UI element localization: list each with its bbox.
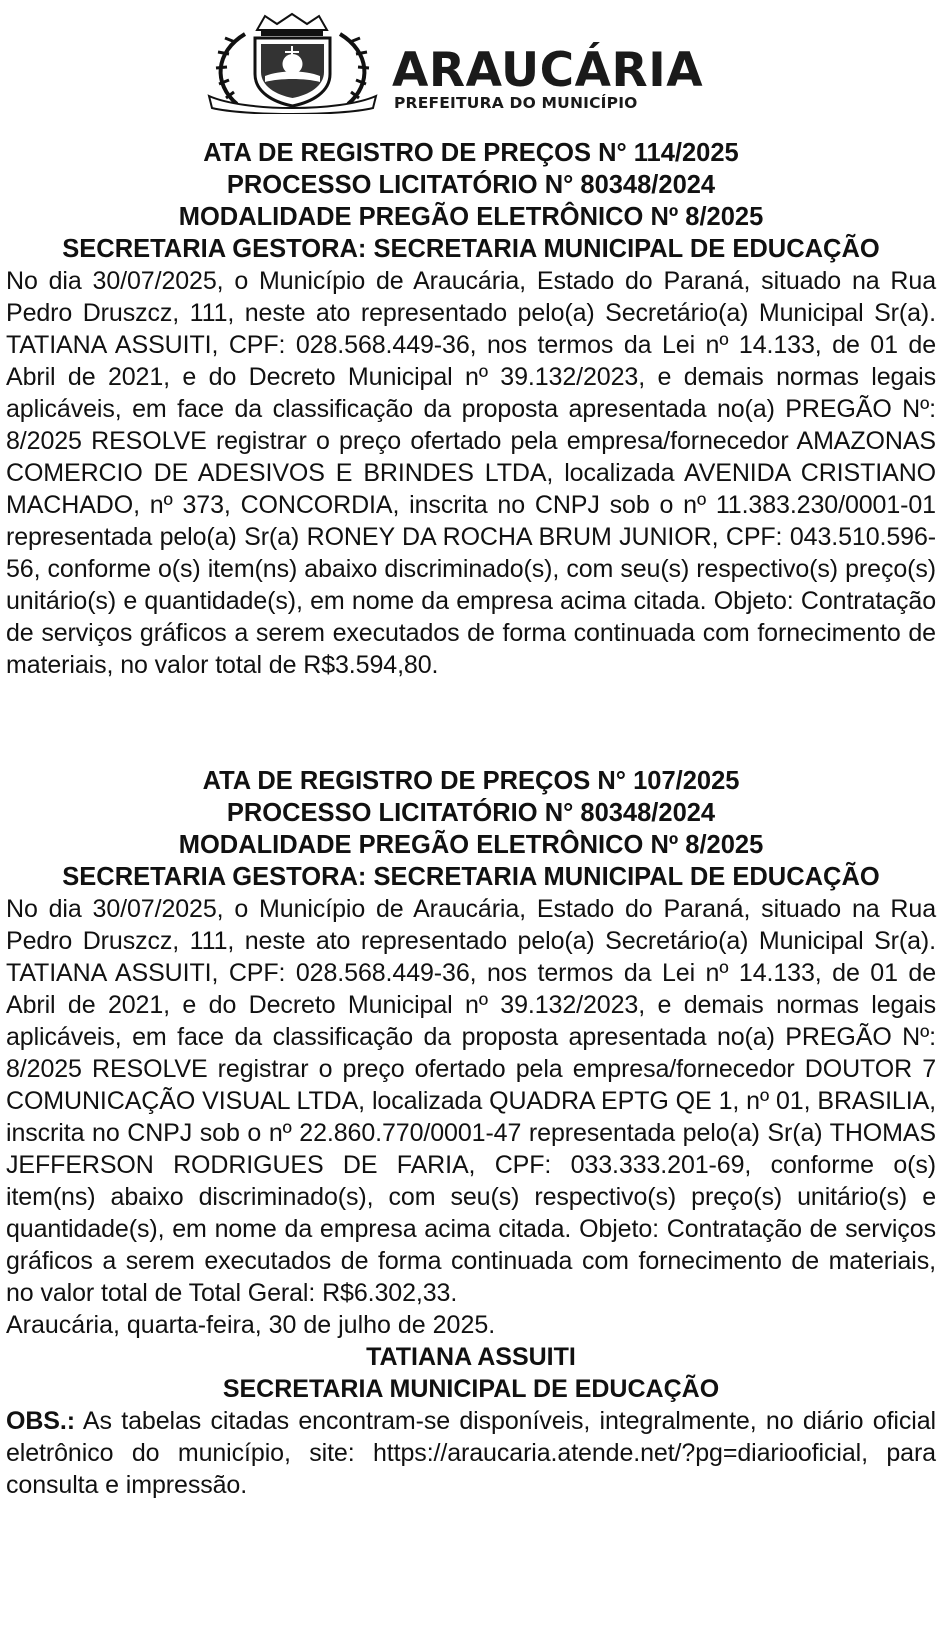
act-title: ATA DE REGISTRO DE PREÇOS N° 114/2025	[203, 139, 739, 167]
brand-block	[392, 43, 704, 112]
act-body: No dia 30/07/2025, o Município de Araucária, Estado do Paraná, situado na Rua Pedro Druszcz, 111, neste ato representado pelo(a) Secretário(a) Municipal Sr(a). TATIANA ASSUITI, CPF: 028.568.449-36, nos termos da Lei nº 14.133, de 01 de Abril de 2021, e do Decreto Municipal nº 39.132/2023, e demais normas legais aplicáveis, em face da classificação da proposta apresentada no(a) PREGÃO Nº: 8/2025 RESOLVE registrar o preço ofertado pela empresa/fornecedor DOUTOR 7 COMUNICAÇÃO VISUAL LTDA, localizada QUADRA EPTG QE 1, nº 01, BRASILIA, inscrita no CNPJ sob o nº 22.860.770/0001-47 representada pelo(a) Sr(a) THOMAS JEFFERSON RODRIGUES DE FARIA, CPF: 033.333.201-69, conforme o(s) item(ns) abaixo discriminado(s), com seu(s) respectivo(s) preço(s) unitário(s) e quantidade(s), em nome da empresa acima citada. Objeto: Contratação de serviços gráficos a serem executados de forma continuada com fornecimento de materiais, no valor total de Total Geral: R$6.302,33.	[6, 895, 936, 1307]
signer-name: TATIANA ASSUITI	[366, 1343, 576, 1371]
coat-of-arms-icon	[205, 12, 380, 114]
signer-role: SECRETARIA MUNICIPAL DE EDUCAÇÃO	[222, 1375, 720, 1403]
page-header	[0, 8, 945, 112]
modality: MODALIDADE PREGÃO ELETRÔNICO Nº 8/2025	[178, 831, 764, 859]
obs-text: As tabelas citadas encontram-se disponíveis, integralmente, no diário oficial eletrônico do município, site: https://araucaria.atende.net/?pg=diariooficial, para consulta e impressão.	[6, 1407, 936, 1499]
managing-secretariat: SECRETARIA GESTORA: SECRETARIA MUNICIPAL DE EDUCAÇÃO	[62, 863, 880, 891]
managing-secretariat: SECRETARIA GESTORA: SECRETARIA MUNICIPAL DE EDUCAÇÃO	[62, 235, 880, 263]
modality: MODALIDADE PREGÃO ELETRÔNICO Nº 8/2025	[178, 203, 764, 231]
brand-title: ARAUCÁRIA	[392, 43, 704, 98]
observation-note	[6, 1405, 936, 1501]
process-number: PROCESSO LICITATÓRIO N° 80348/2024	[226, 171, 716, 199]
obs-label: OBS.:	[6, 1407, 75, 1435]
act-title: ATA DE REGISTRO DE PREÇOS N° 107/2025	[202, 767, 740, 795]
price-registry-act-107	[6, 765, 936, 1501]
brand-subtitle: PREFEITURA DO MUNICÍPIO	[394, 94, 638, 112]
price-registry-act-114	[6, 137, 936, 681]
process-number: PROCESSO LICITATÓRIO N° 80348/2024	[226, 799, 716, 827]
date-line: Araucária, quarta-feira, 30 de julho de 2025.	[6, 1311, 496, 1339]
act-body: No dia 30/07/2025, o Município de Araucária, Estado do Paraná, situado na Rua Pedro Druszcz, 111, neste ato representado pelo(a) Secretário(a) Municipal Sr(a). TATIANA ASSUITI, CPF: 028.568.449-36, nos termos da Lei nº 14.133, de 01 de Abril de 2021, e do Decreto Municipal nº 39.132/2023, e demais normas legais aplicáveis, em face da classificação da proposta apresentada no(a) PREGÃO Nº: 8/2025 RESOLVE registrar o preço ofertado pela empresa/fornecedor AMAZONAS COMERCIO DE ADESIVOS E BRINDES LTDA, localizada AVENIDA CRISTIANO MACHADO, nº 373, CONCORDIA, inscrita no CNPJ sob o nº 11.383.230/0001-01 representada pelo(a) Sr(a) RONEY DA ROCHA BRUM JUNIOR, CPF: 043.510.596-56, conforme o(s) item(ns) abaixo discriminado(s), com seu(s) respectivo(s) preço(s) unitário(s) e quantidade(s), em nome da empresa acima citada. Objeto: Contratação de serviços gráficos a serem executados de forma continuada com fornecimento de materiais, no valor total de R$3.594,80.	[6, 267, 936, 679]
